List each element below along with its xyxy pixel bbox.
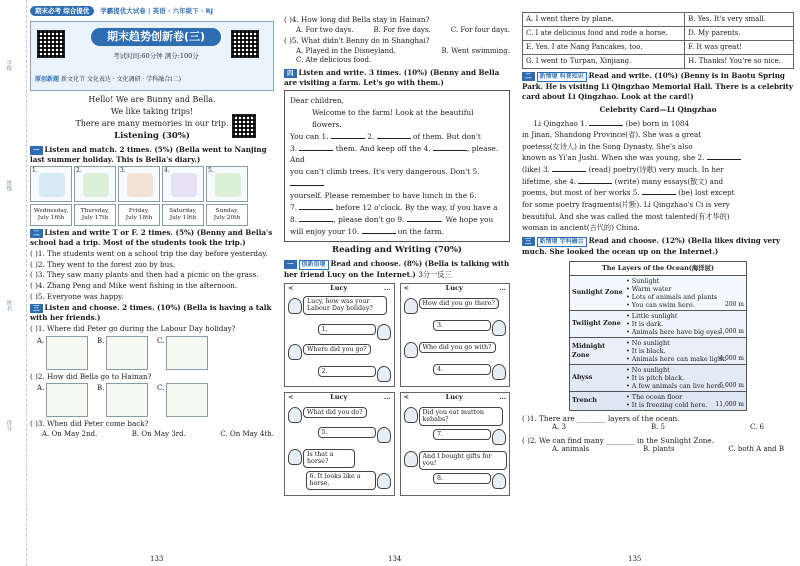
blank-4[interactable]	[578, 176, 612, 184]
tf-item[interactable]: ( )1. The students went on a school trip the day before yesterday.	[30, 248, 268, 258]
chat-window	[400, 283, 511, 387]
series-logo: 期末必考 综合提优	[30, 6, 94, 17]
lucy-avatar	[404, 342, 418, 358]
option-c[interactable]: C. For four days.	[450, 25, 510, 34]
chat-bubble: Is that a horse?	[303, 449, 355, 468]
bella-avatar	[377, 473, 391, 489]
option-c[interactable]: C. Ate delicious food.	[296, 56, 372, 65]
park-scene-icon	[215, 173, 241, 197]
q5-text: Read and choose. (8%) (Bella is talking with her friend Lucy on the Internet.)	[284, 258, 510, 279]
series-title: 学霸提优大试卷 | 英语 · 六年级下 · RJ	[100, 6, 214, 15]
mc-question[interactable]: ( )5. What didn't Benny do in Shanghai?	[284, 36, 430, 46]
lucy-avatar	[288, 407, 302, 423]
letter-line: you can't climb trees. It's very dangerous. Don't 5.	[290, 166, 504, 190]
mc-question[interactable]: ( )2. How did Bella go to Hainan?	[30, 371, 152, 381]
q1-pictures	[30, 166, 274, 202]
chat-header: < Lucy …	[403, 283, 506, 292]
q6-text: Read and write. (10%) (Benny is in Baotu Spring Park. He is visiting Li Qingzhao Memorial Hall. There is a celebrity card about Li Qingzhao. Look at the card!)	[522, 71, 794, 101]
blank-8[interactable]	[299, 214, 333, 222]
q4-text: Listen and write. 3 times. (10%) (Benny and Bella are visiting a farm. Let's go with them.)	[284, 67, 500, 87]
option-b[interactable]: B. For five days.	[373, 25, 431, 34]
page-135	[518, 0, 800, 566]
chat-window	[284, 283, 395, 387]
q1-heading	[30, 145, 274, 164]
building-scene-icon	[127, 173, 153, 197]
blank-2[interactable]	[377, 131, 411, 139]
blank-1[interactable]	[331, 131, 365, 139]
answer-bubble[interactable]: 8.	[433, 473, 491, 485]
binding-margin	[0, 0, 27, 566]
q7-heading	[522, 236, 794, 257]
mc-question[interactable]: ( )3. When did Peter come back?	[30, 419, 149, 429]
q3-5-options-c	[284, 56, 510, 65]
chat-header: < Lucy …	[288, 283, 391, 292]
option-train-picture[interactable]: A.	[46, 383, 88, 417]
bella-avatar	[492, 429, 506, 445]
ocean-chart-title: The Layers of the Ocean(海洋层)	[570, 262, 746, 276]
q1-picture: 5.	[206, 166, 248, 202]
option-b[interactable]: B. Went swimming.	[441, 46, 510, 55]
listening-title: Listening (30%)	[114, 131, 190, 142]
bella-avatar	[377, 366, 391, 382]
ocean-zone: Abyss • No sunlight • It is pitch black. • A few animals can live here. 6,000 m	[572, 365, 744, 390]
blank-1[interactable]	[589, 118, 623, 126]
option-b[interactable]: B. plants	[643, 445, 675, 454]
q1-picture: 2.	[74, 166, 116, 202]
q1-picture: 4.	[162, 166, 204, 202]
tf-item[interactable]: ( )4. Zhang Peng and Mike went fishing in the afternoon.	[30, 280, 238, 290]
tf-item[interactable]: ( )3. They saw many plants and then had a picnic on the grass.	[30, 270, 259, 280]
blank-4[interactable]	[433, 143, 467, 151]
chat-bubble: And I bought gifts for you!	[419, 451, 507, 470]
blank-7[interactable]	[299, 202, 333, 210]
option-opera-house-picture[interactable]: C.	[166, 336, 208, 370]
option-cell: E. Yes. I ate Nang Pancakes, too.	[523, 41, 685, 55]
answer-bubble[interactable]: 1.	[318, 324, 376, 336]
option-c[interactable]: C. On May 4th.	[220, 430, 274, 439]
more-icon[interactable]: …	[499, 283, 506, 292]
answer-bubble[interactable]: 3.	[433, 320, 491, 332]
option-plane-picture[interactable]: C.	[166, 383, 208, 417]
date-box: Thursday, July 17th	[74, 204, 116, 226]
q1-picture: 1.	[30, 166, 72, 202]
q6-tag: 新情境 科普知识	[537, 72, 587, 82]
scope-text: 新文化节 文化表达 · 文化调研 · 学科融合(二)	[60, 76, 181, 83]
q3-4-options	[284, 26, 510, 35]
table-row	[523, 13, 794, 27]
letter-line: 7. before 12 o'clock. By the way, if you have a	[290, 202, 498, 212]
page-header	[30, 4, 274, 18]
chat-bubble: How did you go there?	[419, 298, 499, 310]
exam-info: 考试时间:60分钟 满分:100分	[113, 52, 199, 60]
q5-tail: 3分一反三	[418, 269, 452, 279]
back-arrow-icon[interactable]: <	[403, 392, 410, 401]
letter-line: 3. them. And keep off the 4. , please. And	[290, 143, 499, 165]
blank-5[interactable]	[642, 187, 676, 195]
answer-bubble[interactable]: 4.	[433, 364, 491, 376]
answer-bubble[interactable]: 5.	[318, 427, 376, 439]
answer-bubble[interactable]: 2.	[318, 366, 376, 378]
option-cell: H. Thanks! You're so nice.	[685, 55, 794, 69]
intro-line: There are many memories in our trip.	[75, 118, 229, 128]
mc-question[interactable]: ( )2. We can find many ________ in the Sunlight Zone.	[522, 435, 714, 445]
reading-writing-title: Reading and Writing (70%)	[332, 245, 462, 256]
page-number: 135	[628, 554, 642, 563]
date-box: Saturday, July 19th	[162, 204, 204, 226]
q7-text: Read and choose. (12%) (Bella likes diving very much. She looked the ocean up on the Internet.)	[522, 236, 781, 257]
lucy-avatar	[288, 298, 302, 314]
letter-line: Welcome to the farm! Look at the beautiful flowers.	[312, 108, 474, 129]
mc-question[interactable]: ( )1. Where did Peter go during the Labour Day holiday?	[30, 323, 236, 333]
q3-text: Listen and choose. 2 times. (10%) (Bella is having a talk with her friends.)	[30, 303, 272, 323]
blank-5[interactable]	[290, 178, 324, 186]
option-a[interactable]: A. On May 2nd.	[42, 430, 98, 439]
q4-heading	[284, 68, 510, 87]
q1-badge: 一	[30, 146, 43, 155]
page-number: 133	[150, 554, 164, 563]
museum-scene-icon	[171, 173, 197, 197]
chat-window	[400, 392, 511, 496]
page-133	[0, 0, 278, 566]
q3-heading	[30, 303, 274, 322]
q3-badge: 三	[30, 304, 43, 313]
tf-item[interactable]: ( )2. They went to the forest zoo by bus.	[30, 259, 176, 269]
q6-heading	[522, 71, 794, 102]
q3-5-options	[284, 47, 510, 56]
qr-code-small	[232, 114, 256, 138]
ocean-zone: Trench • The ocean floor • It is freezing cold here. 11,000 m	[572, 392, 744, 409]
q7-tag: 新情境 学科融合	[537, 237, 587, 247]
option-cell: G. I went to Turpan, Xinjiang.	[523, 55, 685, 69]
option-ship-picture[interactable]: B.	[106, 383, 148, 417]
chat-bubble: Did you eat mutton kebabs?	[419, 407, 503, 426]
q6-badge: 二	[522, 72, 535, 81]
mc-question[interactable]: ( )4. How long did Bella stay in Hainan?	[284, 15, 430, 24]
qr-code-right	[231, 30, 259, 58]
chat-grid	[284, 283, 510, 496]
back-arrow-icon[interactable]: <	[288, 283, 294, 292]
bella-avatar	[377, 324, 391, 340]
exam-title-box	[30, 21, 274, 91]
answer-bubble[interactable]: 7.	[433, 429, 491, 441]
option-skyline-picture[interactable]: B.	[106, 336, 148, 370]
q7-badge: 三	[522, 237, 535, 246]
margin-label-class: 班级	[5, 180, 12, 191]
lucy-avatar	[288, 344, 302, 360]
q1-dates	[30, 204, 274, 226]
option-a[interactable]: A. For two days.	[296, 25, 354, 34]
intro-line: Hello! We are Bunny and Bella.	[88, 95, 216, 104]
letter-line: You can 1. 2. of them. But don't	[290, 131, 481, 141]
q3-2-options	[30, 383, 274, 417]
letter-greeting: Dear children,	[290, 96, 344, 106]
option-c[interactable]: C. both A and B	[728, 445, 784, 454]
answer-options-table	[522, 12, 794, 69]
chat-window	[284, 392, 395, 496]
chat-bubble: Lucy, how was your Labour Day holiday?	[303, 296, 387, 315]
boy-scene-icon	[83, 173, 109, 197]
letter-line: yourself. Please remember to have lunch in the 6.	[290, 190, 477, 200]
lucy-avatar	[404, 407, 418, 423]
option-cell: A. I went there by plane.	[523, 13, 685, 27]
blank-9[interactable]	[407, 214, 441, 222]
ocean-zone: Midnight Zone • No sunlight • It is black. • Animals here can make light. 4,000 m	[572, 338, 744, 363]
more-icon[interactable]: …	[383, 392, 391, 401]
celebrity-card-title: Celebrity Card—Li Qingzhao	[599, 104, 717, 114]
back-arrow-icon[interactable]: <	[288, 392, 294, 401]
bella-avatar	[492, 320, 506, 336]
option-cell: B. Yes. It's very small.	[685, 13, 794, 27]
exam-scope	[35, 76, 181, 84]
option-a[interactable]: A. 3	[552, 423, 566, 432]
option-c[interactable]: C. 6	[749, 423, 764, 432]
mc1-options	[522, 423, 794, 432]
q5-heading	[284, 259, 510, 280]
q1-text: Listen and match. 2 times. (5%) (Bella went to Nanjing last summer holiday. This is Bella's diary.)	[30, 144, 267, 164]
ocean-zone: Twilight Zone • Little sunlight • It is dark. • Animals here have big eyes. 1,000 m	[572, 311, 744, 336]
back-arrow-icon[interactable]: <	[403, 283, 410, 292]
more-icon[interactable]: …	[499, 392, 506, 401]
option-b[interactable]: B. 5	[650, 423, 665, 432]
date-box: Wednesday, July 16th	[30, 204, 72, 226]
option-cell: C. I ate delicious food and rode a horse.	[523, 27, 685, 41]
date-box: Sunday, July 20th	[206, 204, 248, 226]
mc2-options	[522, 445, 794, 454]
letter-line: will enjoy your 10. on the farm.	[290, 226, 444, 236]
letter-line: 8. , please don't go 9. . We hope you	[290, 214, 494, 224]
intro-line: We like taking trips!	[110, 106, 194, 116]
q5-tag: 创新语境	[299, 260, 329, 270]
table-row	[523, 55, 794, 69]
chat-header: < Lucy …	[403, 392, 506, 401]
page-134	[280, 0, 514, 566]
option-b[interactable]: B. On May 3rd.	[131, 430, 186, 439]
chat-header: < Lucy …	[288, 392, 391, 401]
margin-label-name: 姓名	[5, 300, 12, 311]
ocean-zone: Sunlight Zone • Sunlight • Warm water • Lots of animals and plants • You can swim here. 200 m	[572, 276, 744, 309]
blank-3[interactable]	[552, 164, 586, 172]
option-tower-picture[interactable]: A.	[46, 336, 88, 370]
exam-title: 期末趋势创新卷(三)	[91, 28, 221, 46]
table-row	[523, 27, 794, 41]
q4-badge: 四	[284, 69, 297, 78]
bella-avatar	[492, 364, 506, 380]
mc-question[interactable]: ( )1. There are ________ layers of the ocean.	[522, 413, 680, 423]
q3-3-options	[30, 430, 274, 439]
q2-heading	[30, 228, 274, 247]
date-box: Friday, July 18th	[118, 204, 160, 226]
q2-text: Listen and write T or F. 2 times. (5%) (Benny and Bella's school had a trip. Most of the students took the trip.)	[30, 228, 273, 248]
lucy-avatar	[288, 449, 302, 465]
table-row	[523, 41, 794, 55]
ocean-layers-chart	[569, 261, 747, 411]
margin-label-score: 得分	[5, 420, 12, 431]
option-a[interactable]: A. Played in the Disneyland.	[296, 46, 396, 55]
bella-avatar	[492, 473, 506, 489]
answer-bubble[interactable]: 6. It looks like a horse.	[306, 471, 376, 490]
margin-label-school: 学校	[5, 60, 12, 71]
blank-2[interactable]	[707, 152, 741, 160]
blank-10[interactable]	[362, 226, 396, 234]
chat-bubble: Where did you go?	[303, 344, 371, 356]
lucy-avatar	[404, 298, 418, 314]
scope-label: 原创新题	[35, 76, 60, 83]
q5-badge: 一	[284, 260, 297, 269]
q1-picture: 3.	[118, 166, 160, 202]
option-cell: F. It was great!	[685, 41, 794, 55]
option-cell: D. My parents.	[685, 27, 794, 41]
farm-letter	[284, 90, 510, 242]
bridge-scene-icon	[39, 173, 65, 197]
celebrity-card-text: Li Qingzhao 1. (be) born in 1084 in Jinan, Shandong Province(省). She was a great poetess(女诗人) in the Song Dynasty. She's also known as Yi'an Jushi. When she was young, she 2. (like) 3. (read) poetry(诗歌) very much. In her lifetime, she 4. (write) many essays(散文) and poems, but most of her works 5. (be) lost except for some poetry fragments(片断). Li Qingzhao's Ci is very beautiful. And she was called the most talented(有才华的) woman in ancient(古代的) China.	[522, 118, 794, 235]
more-icon[interactable]: …	[383, 283, 391, 292]
lucy-avatar	[404, 451, 418, 467]
qr-code-left	[37, 30, 65, 58]
blank-3[interactable]	[299, 143, 333, 151]
page-number: 134	[388, 554, 402, 563]
tf-item[interactable]: ( )5. Everyone was happy.	[30, 291, 124, 301]
q2-badge: 二	[30, 229, 43, 238]
chat-bubble: Who did you go with?	[419, 342, 496, 354]
chat-bubble: What did you do?	[303, 407, 367, 419]
q3-1-options	[30, 336, 274, 370]
bella-avatar	[377, 427, 391, 443]
option-a[interactable]: A. animals	[552, 445, 590, 454]
